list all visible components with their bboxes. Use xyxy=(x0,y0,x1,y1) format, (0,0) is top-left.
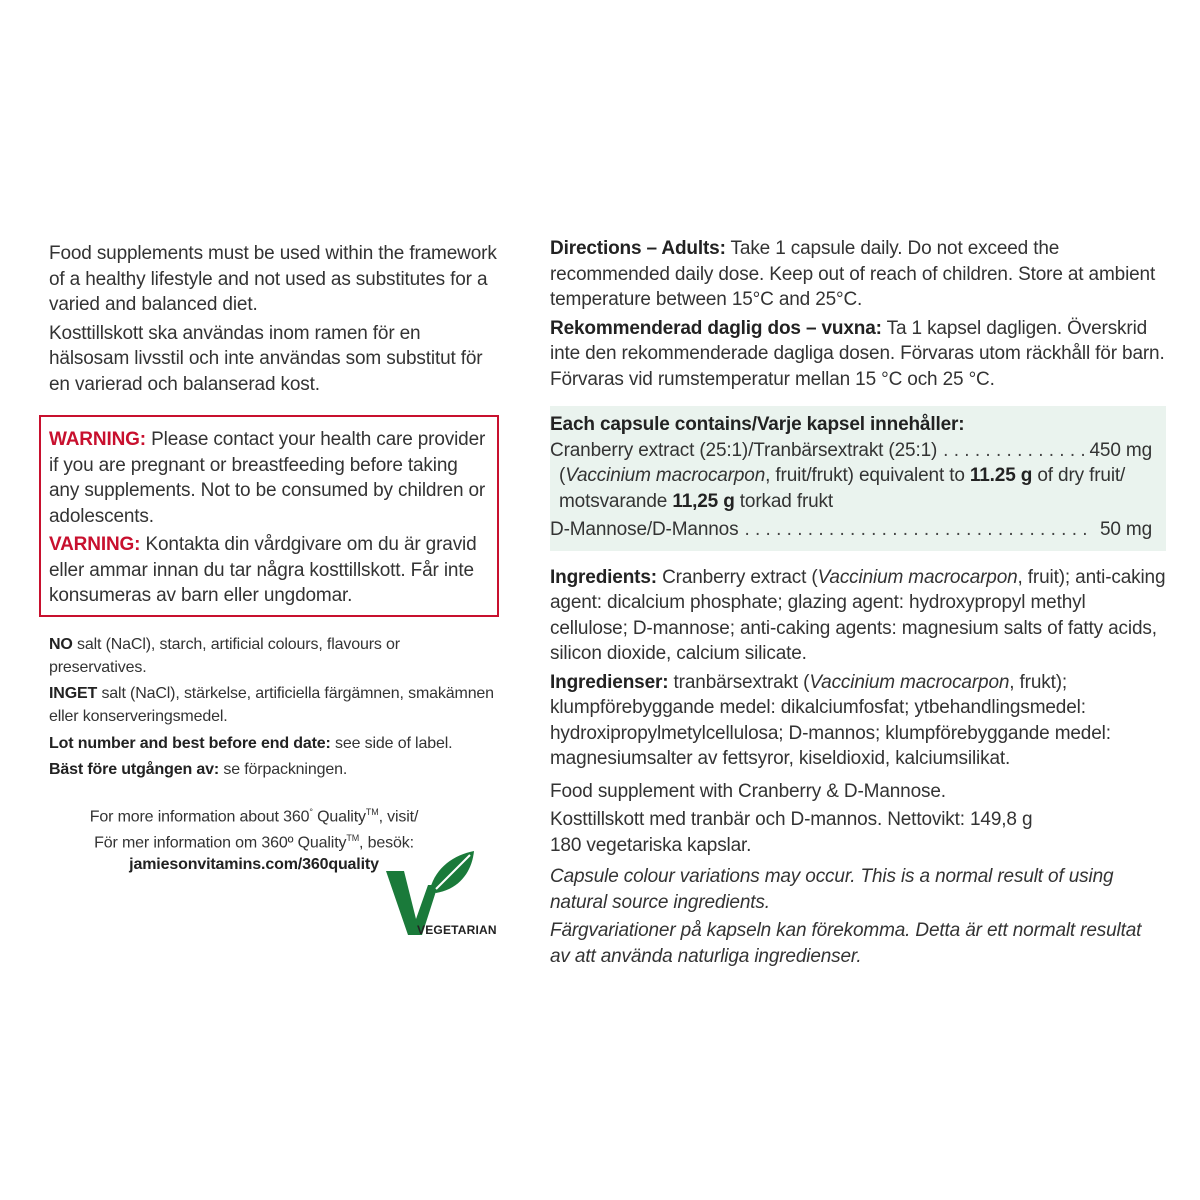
info-en xyxy=(49,801,459,828)
info-en-a: For more information about 360 xyxy=(89,807,310,825)
ing-en-b: , fruit); anti-caking agent: dicalcium phosphate; glazing agent: hydroxypropyl methyl cellulose; D-mannose; anti-caking agents: magnesium salts of fatty acids, silicon dioxide, calcium silicate. xyxy=(550,566,1166,664)
no-en xyxy=(49,633,501,679)
cranberry-equivalent xyxy=(550,463,1166,514)
lot-en xyxy=(49,732,501,755)
warning-en xyxy=(49,427,489,529)
info-sv-b: , besök: xyxy=(359,834,414,852)
no-sv xyxy=(49,682,501,728)
right-column xyxy=(550,236,1166,969)
ing-sv-a: tranbärsextrakt ( xyxy=(668,671,810,693)
lot-sv-label: Bäst före utgången av: xyxy=(49,760,220,778)
warning-box xyxy=(39,415,499,617)
info-sv-a: För mer information om 360º Quality xyxy=(94,834,347,852)
ingredient-row-mannose xyxy=(550,517,1166,543)
capsule-contents-panel xyxy=(550,406,1166,551)
warning-sv-label: VARNING: xyxy=(49,534,141,555)
no-sv-text: salt (NaCl), stärkelse, artificiella färgämnen, smakämnen eller konserveringsmedel. xyxy=(49,684,494,725)
ing-sv-species: Vaccinium macrocarpon xyxy=(809,671,1010,693)
colour-note-en: Capsule colour variations may occur. This is a normal result of using natural source ingredients. xyxy=(550,866,1114,913)
ingredients-en xyxy=(550,565,1166,667)
no-en-label: NO xyxy=(49,635,73,653)
lot-sv-text: se förpackningen. xyxy=(219,760,348,778)
capsule-count-sv: 180 vegetariska kapslar. xyxy=(550,834,752,856)
leader-dots xyxy=(943,438,1083,464)
ingredient-row-cranberry xyxy=(550,438,1166,464)
product-desc-en: Food supplement with Cranberry & D-Mannose. xyxy=(550,780,946,802)
warning-sv xyxy=(49,532,489,609)
intro-sv: Kosttillskott ska användas inom ramen för en hälsosam livsstil och inte användas som substitut för en varierad och balanserad kost. xyxy=(49,322,483,395)
warning-en-text: Please contact your health care provider if you are pregnant or breastfeeding before taking any supplements. Not to be consumed by children or adolescents. xyxy=(49,429,486,527)
eq-e: torkad frukt xyxy=(734,490,834,512)
info-en-tm: TM xyxy=(365,806,379,817)
eq-c: of dry fruit/ xyxy=(1032,465,1126,486)
ingredients-sv xyxy=(550,670,1166,772)
lot-en-label: Lot number and best before end date: xyxy=(49,734,331,752)
lot-en-text: see side of label. xyxy=(330,734,453,752)
product-desc-sv: Kosttillskott med tranbär och D-mannos. Nettovikt: 149,8 g xyxy=(550,809,1033,830)
eq-bold1: 11.25 g xyxy=(969,465,1033,486)
eq-species: Vaccinium macrocarpon xyxy=(565,465,766,486)
eq-a: ( xyxy=(559,465,566,486)
warning-sv-text: Kontakta din vårdgivare om du är gravid eller ammar innan du tar några kosttillskott. Får inte konsumeras av barn eller ungdomar. xyxy=(49,534,477,606)
ing-sv-b: , frukt); klumpförebyggande medel: dikalciumfosfat; ytbehandlingsmedel: hydroxipropylmetylcellulosa; D-mannos; klumpförebyggande medel: magnesiumsalter av fettsyror, kiseldioxid, kalciumsilikat. xyxy=(550,671,1111,769)
lot-sv xyxy=(49,758,501,781)
lot-info xyxy=(49,732,501,781)
eq-bold2: 11,25 g xyxy=(672,490,735,512)
info-en-c: , visit/ xyxy=(378,807,419,825)
ingredients-sv-label: Ingredienser: xyxy=(550,671,669,693)
vegetarian-label: VEGETARIAN xyxy=(417,923,497,937)
ingredients-en-label: Ingredients: xyxy=(550,566,657,588)
ing-en-species: Vaccinium macrocarpon xyxy=(817,566,1018,588)
leader-dots xyxy=(744,517,1094,543)
directions-sv xyxy=(550,316,1166,393)
ingredient-row-label: D-Mannose/D-Mannos xyxy=(550,519,739,540)
info-en-b: Quality xyxy=(312,807,366,825)
no-en-text: salt (NaCl), starch, artificial colours, flavours or preservatives. xyxy=(49,635,400,676)
eq-d: motsvarande xyxy=(559,490,673,512)
info-sv-tm: TM xyxy=(346,832,360,843)
ingredient-row-amount: 450 mg xyxy=(1089,439,1152,461)
website-link[interactable]: jamiesonvitamins.com/360quality xyxy=(129,856,379,874)
warning-en-label: WARNING: xyxy=(49,429,146,450)
info-en-degree: ° xyxy=(309,806,313,817)
ingredient-row-label: Cranberry extract (25:1)/Tranbärsextrakt (25:1) xyxy=(550,439,938,461)
no-sv-label: INGET xyxy=(49,684,98,702)
colour-note-sv: Färgvariationer på kapseln kan förekomma. Detta är ett normalt resultat av att använda naturliga ingredienser. xyxy=(550,920,1142,967)
directions-en-label: Directions – Adults: xyxy=(550,238,726,259)
free-from xyxy=(49,633,501,728)
intro-en: Food supplements must be used within the framework of a healthy lifestyle and not used as substitutes for a varied and balanced diet. xyxy=(49,243,497,315)
capsule-contents-title: Each capsule contains/Varje kapsel innehåller: xyxy=(550,414,965,435)
directions-sv-text: Ta 1 kapsel dagligen. Överskrid inte den rekommenderade dagliga dosen. Förvaras utom räckhåll för barn. Förvaras vid rumstemperatur mellan 15 °C och 25 °C. xyxy=(550,317,1165,390)
directions-en xyxy=(550,236,1166,313)
eq-b: , fruit/frukt) equivalent to xyxy=(765,465,970,486)
directions-sv-label: Rekommenderad daglig dos – vuxna: xyxy=(550,317,882,339)
directions-en-text: Take 1 capsule daily. Do not exceed the recommended daily dose. Keep out of reach of children. Store at ambient temperature between 15°C and 25°C. xyxy=(550,238,1156,310)
ing-en-a: Cranberry extract ( xyxy=(656,566,818,588)
left-column xyxy=(49,241,501,876)
ingredient-row-amount: 50 mg xyxy=(1099,519,1152,540)
